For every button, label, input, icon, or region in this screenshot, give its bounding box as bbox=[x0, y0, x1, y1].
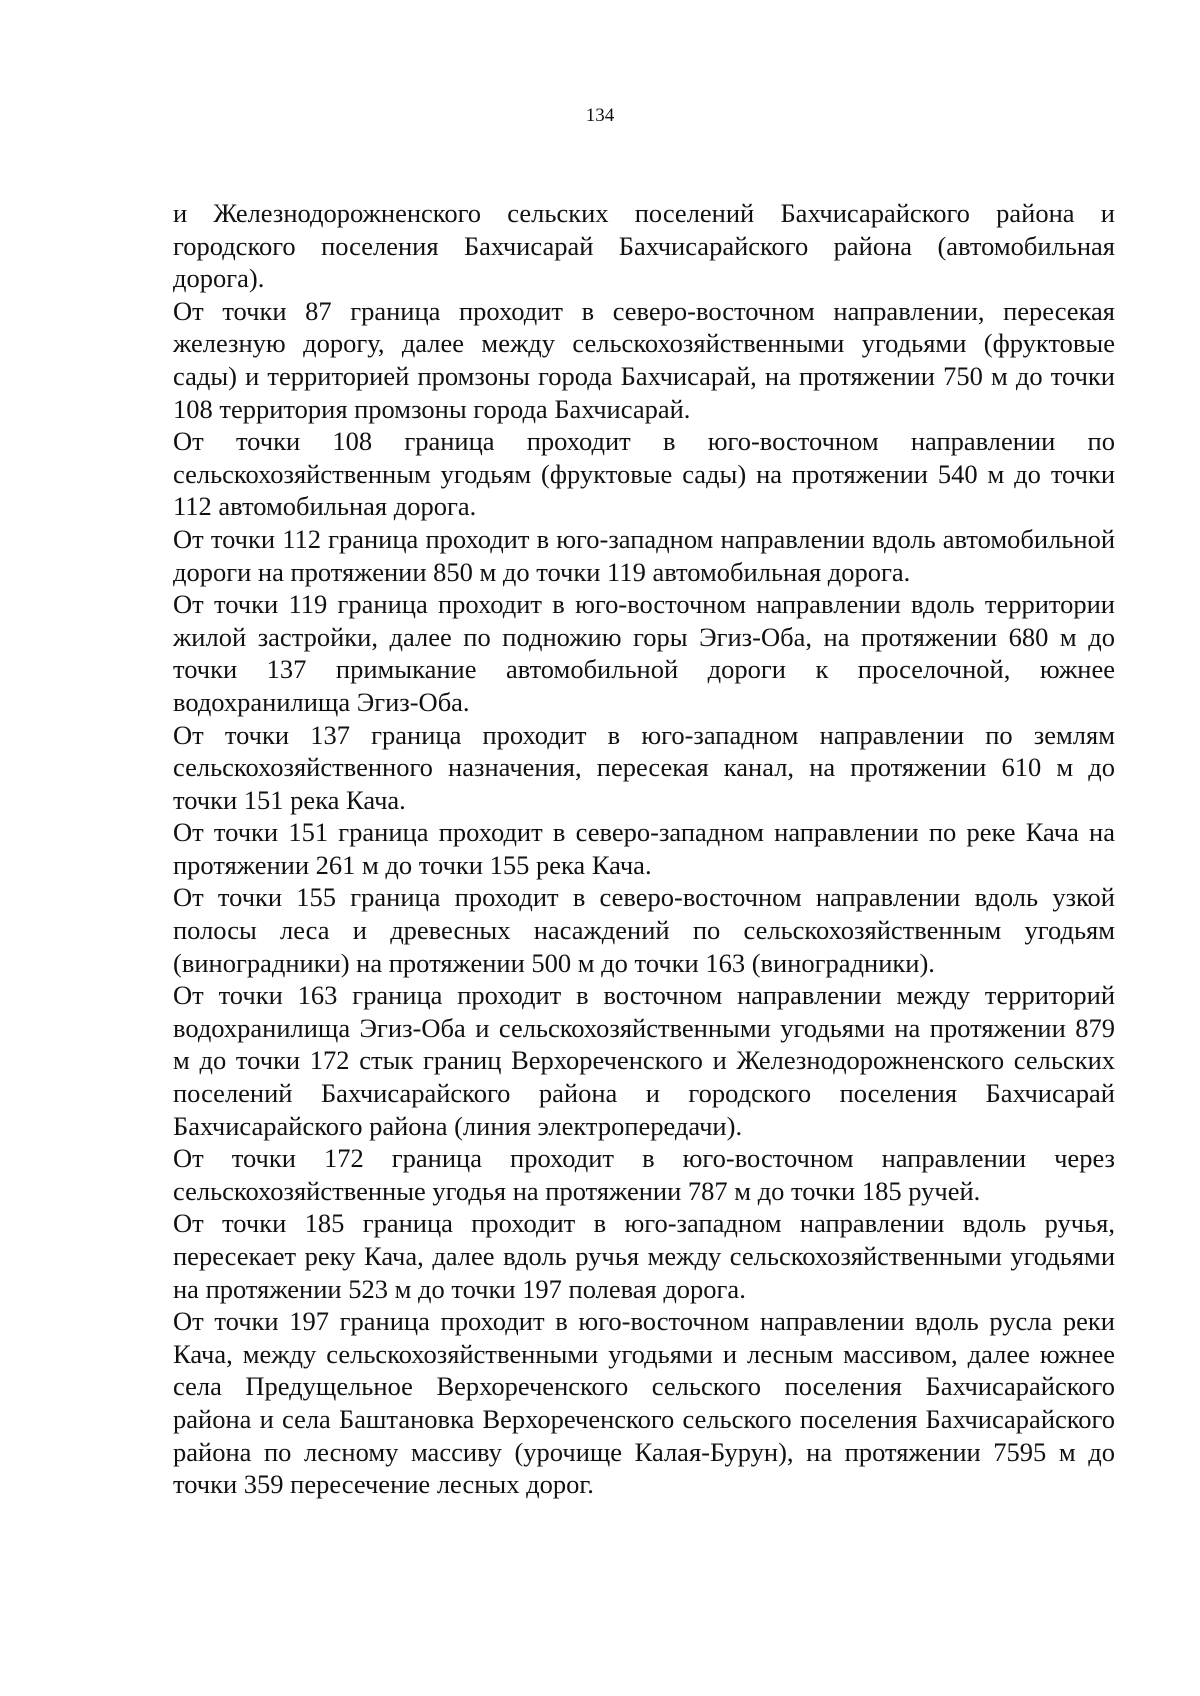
paragraph-point-197: От точки 197 граница проходит в юго-восточном направлении вдоль русла реки Кача, между сельскохозяйственными угодьями и лесным массивом, далее южнее села Предущельное Верхореченского сельского поселения Бахчисарайского района и села Баштановка Верхореченского сельского поселения Бахчисарайского района по лесному массиву (урочище Калая-Бурун), на протяжении 7595 м до точки 359 пересечение лесных дорог. bbox=[173, 1306, 1115, 1500]
paragraph-point-87: От точки 87 граница проходит в северо-восточном направлении, пересекая железную дорогу, далее между сельскохозяйственными угодьями (фруктовые сады) и территорией промзоны города Бахчисарай, на протяжении 750 м до точки 108 территория промзоны города Бахчисарай. bbox=[173, 295, 1115, 424]
document-body bbox=[173, 197, 1115, 1501]
paragraph-point-163: От точки 163 граница проходит в восточном направлении между территорий водохранилища Эгиз-Оба и сельскохозяйственными угодьями на протяжении 879 м до точки 172 стык границ Верхореченского и Железнодорожненского сельских поселений Бахчисарайского района и городского поселения Бахчисарай Бахчисарайского района (линия электропередачи). bbox=[173, 980, 1115, 1141]
paragraph-point-112: От точки 112 граница проходит в юго-западном направлении вдоль автомобильной дороги на протяжении 850 м до точки 119 автомобильная дорога. bbox=[173, 523, 1115, 587]
paragraph-point-155: От точки 155 граница проходит в северо-восточном направлении вдоль узкой полосы леса и древесных насаждений по сельскохозяйственным угодьям (виноградники) на протяжении 500 м до точки 163 (виноградники). bbox=[173, 882, 1115, 978]
paragraph-point-108: От точки 108 граница проходит в юго-восточном направлении по сельскохозяйственным угодьям (фруктовые сады) на протяжении 540 м до точки 112 автомобильная дорога. bbox=[173, 426, 1115, 522]
paragraph-point-185: От точки 185 граница проходит в юго-западном направлении вдоль ручья, пересекает реку Кача, далее вдоль ручья между сельскохозяйственными угодьями на протяжении 523 м до точки 197 полевая дорога. bbox=[173, 1208, 1115, 1304]
paragraph-point-151: От точки 151 граница проходит в северо-западном направлении по реке Кача на протяжении 261 м до точки 155 река Кача. bbox=[173, 817, 1115, 880]
paragraph-point-172: От точки 172 граница проходит в юго-восточном направлении через сельскохозяйственные угодья на протяжении 787 м до точки 185 ручей. bbox=[173, 1143, 1115, 1206]
paragraph-continuation: и Железнодорожненского сельских поселений Бахчисарайского района и городского поселения Бахчисарай Бахчисарайского района (автомобильная дорога). bbox=[173, 198, 1115, 294]
paragraph-point-137: От точки 137 граница проходит в юго-западном направлении по землям сельскохозяйственного назначения, пересекая канал, на протяжении 610 м до точки 151 река Кача. bbox=[173, 719, 1115, 815]
paragraph-point-119: От точки 119 граница проходит в юго-восточном направлении вдоль территории жилой застройки, далее по подножию горы Эгиз-Оба, на протяжении 680 м до точки 137 примыкание автомобильной дороги к проселочной, южнее водохранилища Эгиз-Оба. bbox=[173, 589, 1115, 717]
page-number: 134 bbox=[585, 105, 615, 126]
